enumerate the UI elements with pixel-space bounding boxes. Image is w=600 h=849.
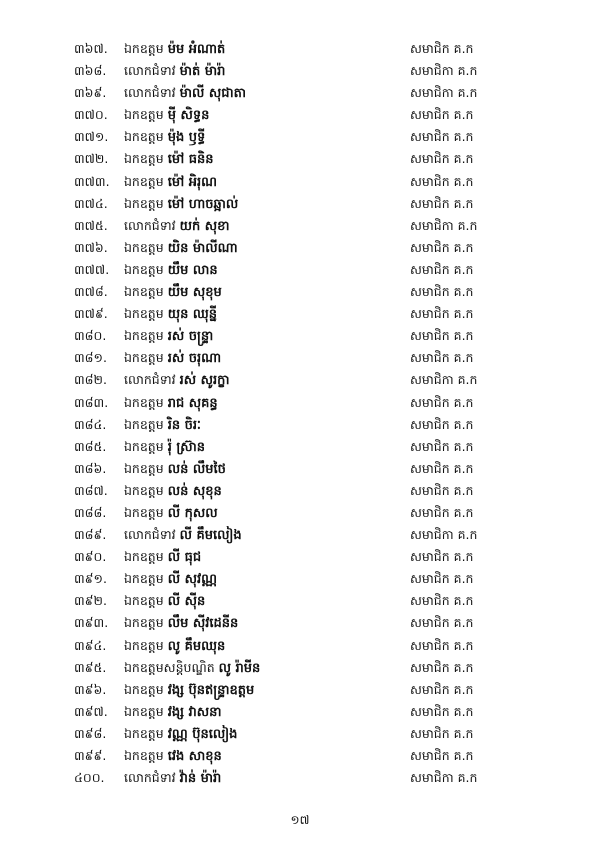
item-number: ៣៧៤. bbox=[74, 195, 108, 211]
member-name: ម៉ៅ ធនិន bbox=[167, 152, 214, 168]
member-role: សមាជិកា គ.ក bbox=[410, 85, 478, 101]
item-number: ៣៨០. bbox=[74, 328, 107, 344]
member-role: សមាជិក គ.ក bbox=[410, 306, 474, 322]
member-name: លឹម ស៊ីវដេនីន bbox=[167, 616, 239, 632]
item-honorific bbox=[124, 502, 218, 525]
member-role: សមាជិក គ.ក bbox=[410, 460, 474, 476]
member-name: លី ស៊ីន bbox=[167, 594, 206, 610]
honorific-text: ឯកឧត្តម bbox=[124, 129, 164, 145]
item-honorific bbox=[124, 325, 213, 348]
member-name: រស់ ចន្ទ្រា bbox=[167, 329, 214, 345]
member-name: លី គឹមលៀង bbox=[179, 528, 242, 544]
item-honorific bbox=[124, 104, 209, 127]
honorific-text: លោកជំទាវ bbox=[124, 85, 176, 101]
item-honorific bbox=[124, 745, 222, 768]
member-name: យឹម លាន bbox=[167, 262, 218, 278]
item-number: ៣៩៣. bbox=[74, 615, 109, 631]
honorific-text: ឯកឧត្តម bbox=[124, 549, 164, 565]
member-name: លន់ លឹមថៃ bbox=[167, 461, 226, 477]
item-honorific bbox=[124, 171, 217, 194]
honorific-text: ឯកឧត្តម bbox=[124, 151, 164, 167]
member-name: លូ គឹមឈុន bbox=[167, 638, 226, 654]
item-number: ៣៨៩. bbox=[74, 527, 107, 543]
list-item bbox=[0, 369, 600, 391]
member-name: ម៉ាត់ ម៉ារ៉ា bbox=[179, 64, 226, 80]
member-role: សមាជិកា គ.ក bbox=[410, 372, 478, 388]
member-role: សមាជិក គ.ក bbox=[410, 615, 474, 631]
item-honorific bbox=[124, 723, 237, 746]
list-item bbox=[0, 590, 600, 612]
member-role: សមាជិក គ.ក bbox=[410, 195, 474, 211]
item-number: ៣៧០. bbox=[74, 107, 108, 123]
honorific-text: ឯកឧត្តម bbox=[124, 416, 164, 432]
item-honorific bbox=[124, 701, 221, 724]
item-number: ៣៦៧. bbox=[74, 41, 108, 56]
honorific-text: ឯកឧត្តម bbox=[124, 637, 164, 653]
item-number: ៣៨៦. bbox=[74, 460, 107, 476]
item-honorific bbox=[124, 546, 201, 569]
item-number: ៣៨៤. bbox=[74, 416, 107, 432]
member-name: លន់ សុខុន bbox=[167, 483, 222, 499]
item-honorific bbox=[124, 60, 225, 83]
list-item bbox=[0, 723, 600, 745]
item-number: ៣៩៦. bbox=[74, 681, 107, 697]
member-role: សមាជិក គ.ក bbox=[410, 438, 474, 454]
honorific-text: ឯកឧត្តម bbox=[124, 107, 164, 123]
member-role: សមាជិក គ.ក bbox=[410, 703, 474, 719]
item-number: ៣៨១. bbox=[74, 350, 107, 366]
item-honorific bbox=[124, 436, 205, 459]
item-number: ៣៧៦. bbox=[74, 239, 108, 255]
member-role: សមាជិក គ.ក bbox=[410, 350, 474, 366]
item-honorific bbox=[124, 126, 205, 149]
item-number: ៣៩៤. bbox=[74, 637, 107, 653]
member-name: ម៉ី សិទ្ធន bbox=[167, 108, 210, 124]
list-item bbox=[0, 281, 600, 303]
honorific-text: ឯកឧត្តម bbox=[124, 438, 164, 454]
item-honorific bbox=[124, 148, 213, 171]
honorific-text: ឯកឧត្តម bbox=[124, 394, 164, 410]
member-name: វង្ស វាសនា bbox=[167, 704, 222, 720]
honorific-text: លោកជំទាវ bbox=[124, 63, 176, 79]
item-honorific bbox=[124, 82, 246, 105]
honorific-text: ឯកឧត្តម bbox=[124, 284, 164, 300]
member-role: សមាជិក គ.ក bbox=[410, 41, 474, 56]
item-number: ៣៧៣. bbox=[74, 173, 110, 189]
page-number: ១៧ bbox=[290, 813, 310, 827]
list-item bbox=[0, 237, 600, 259]
member-role: សមាជិក គ.ក bbox=[410, 328, 474, 344]
honorific-text: ឯកឧត្តម bbox=[124, 350, 164, 366]
member-name: ម៉ុង ឫទ្ធី bbox=[167, 130, 206, 146]
item-number: ៣៦៨. bbox=[74, 63, 107, 79]
item-number: ៣៧៥. bbox=[74, 217, 108, 233]
list-item bbox=[0, 38, 600, 60]
member-name: រស់ សូរក្ខា bbox=[179, 373, 230, 389]
item-honorific bbox=[124, 259, 218, 282]
member-role: សមាជិក គ.ក bbox=[410, 593, 474, 609]
honorific-text: ឯកឧត្តម bbox=[124, 703, 164, 719]
honorific-text: លោកជំទាវ bbox=[124, 372, 176, 388]
list-item bbox=[0, 745, 600, 767]
item-honorific bbox=[124, 193, 238, 216]
honorific-text: ឯកឧត្តម bbox=[124, 41, 164, 56]
item-number: ៣៧១. bbox=[74, 129, 109, 145]
member-name: វេង សាខុន bbox=[167, 749, 222, 764]
member-role: សមាជិកា គ.ក bbox=[410, 63, 478, 79]
member-name: ម៉ាលី សុជាតា bbox=[179, 86, 246, 102]
item-honorific bbox=[124, 568, 217, 591]
item-honorific bbox=[124, 281, 222, 304]
list-item bbox=[0, 546, 600, 568]
item-number: ៣៩១. bbox=[74, 571, 107, 587]
list-item bbox=[0, 612, 600, 634]
honorific-text: ឯកឧត្តម bbox=[124, 173, 164, 189]
member-role: សមាជិក គ.ក bbox=[410, 482, 474, 498]
item-honorific bbox=[124, 679, 254, 702]
item-honorific bbox=[124, 524, 242, 547]
member-name: វណ្ណ ប៊ុនលៀង bbox=[167, 726, 238, 742]
honorific-text: ឯកឧត្តម bbox=[124, 725, 164, 741]
item-number: ៤០០. bbox=[74, 770, 105, 786]
member-role: សមាជិកា គ.ក bbox=[410, 770, 478, 786]
honorific-text: ឯកឧត្តម bbox=[124, 681, 164, 697]
member-name: ម៉ៅ ហាចឆ្អាល់ bbox=[167, 196, 239, 212]
list-item bbox=[0, 303, 600, 325]
item-honorific bbox=[124, 38, 225, 61]
member-role: សមាជិក គ.ក bbox=[410, 394, 474, 410]
list-item bbox=[0, 767, 600, 789]
honorific-text: ឯកឧត្តម bbox=[124, 195, 164, 211]
list-item bbox=[0, 701, 600, 723]
list-item bbox=[0, 392, 600, 414]
honorific-text: ឯកឧត្តម bbox=[124, 328, 164, 344]
item-number: ៣៩៨. bbox=[74, 725, 107, 741]
item-number: ៣៩៩. bbox=[74, 748, 107, 763]
member-role: សមាជិក គ.ក bbox=[410, 637, 474, 653]
member-list bbox=[0, 38, 600, 789]
item-number: ៣៨៨. bbox=[74, 504, 107, 520]
member-name: រិន ចិរៈ bbox=[167, 417, 201, 433]
member-role: សមាជិក គ.ក bbox=[410, 261, 474, 277]
member-name: លី កុសល bbox=[167, 505, 218, 521]
honorific-text: ឯកឧត្តម bbox=[124, 239, 164, 255]
member-role: សមាជិក គ.ក bbox=[410, 681, 474, 697]
member-role: សមាជិក គ.ក bbox=[410, 284, 474, 300]
list-item bbox=[0, 126, 600, 148]
list-item bbox=[0, 347, 600, 369]
item-honorific bbox=[124, 590, 205, 613]
honorific-text: ឯកឧត្តម bbox=[124, 460, 164, 476]
item-honorific bbox=[124, 480, 222, 503]
item-number: ៣៩៥. bbox=[74, 659, 107, 675]
honorific-text: ឯកឧត្តម bbox=[124, 261, 164, 277]
item-number: ៣៧២. bbox=[74, 151, 109, 167]
member-name: លី សុវណ្ណ bbox=[167, 572, 217, 588]
member-name: រស់ ចរុណា bbox=[167, 351, 222, 367]
item-honorific bbox=[124, 237, 238, 260]
item-number: ៣៧៩. bbox=[74, 306, 108, 322]
member-role: សមាជិក គ.ក bbox=[410, 416, 474, 432]
item-number: ៣៨២. bbox=[74, 372, 107, 388]
member-role: សមាជិក គ.ក bbox=[410, 571, 474, 587]
honorific-text: ឯកឧត្តម bbox=[124, 482, 164, 498]
member-role: សមាជិក គ.ក bbox=[410, 659, 474, 675]
list-item bbox=[0, 657, 600, 679]
member-name: លី ធុជ bbox=[167, 550, 202, 566]
member-role: សមាជិក គ.ក bbox=[410, 549, 474, 565]
member-name: យក់ សុខា bbox=[179, 218, 230, 234]
honorific-text: ឯកឧត្តម bbox=[124, 504, 164, 520]
honorific-text: ឯកឧត្តម bbox=[124, 593, 164, 609]
member-name: លូ រ៉ាមីន bbox=[218, 660, 261, 676]
list-item bbox=[0, 193, 600, 215]
item-number: ៣៩៧. bbox=[74, 703, 108, 719]
item-number: ៣៧៨. bbox=[74, 284, 108, 300]
list-item bbox=[0, 82, 600, 104]
item-number: ៣៦៩. bbox=[74, 85, 107, 101]
list-item bbox=[0, 480, 600, 502]
item-honorific bbox=[124, 392, 218, 415]
member-name: វង្ស ប៊ុនឥន្ទ្រាឧត្តម bbox=[167, 682, 255, 698]
member-name: រ៉ុ ស្រ៊ាន bbox=[167, 439, 205, 455]
item-number: ៣៩២. bbox=[74, 593, 107, 609]
list-item bbox=[0, 148, 600, 170]
member-role: សមាជិក គ.ក bbox=[410, 504, 474, 520]
member-role: សមាជិក គ.ក bbox=[410, 151, 474, 167]
item-honorific bbox=[124, 612, 238, 635]
item-honorific bbox=[124, 303, 217, 326]
honorific-text: លោកជំទាវ bbox=[124, 217, 176, 233]
honorific-text: លោកជំទាវ bbox=[124, 770, 176, 786]
list-item bbox=[0, 414, 600, 436]
member-role: សមាជិក គ.ក bbox=[410, 107, 474, 123]
member-role: សមាជិក គ.ក bbox=[410, 173, 474, 189]
item-honorific bbox=[124, 414, 201, 437]
member-role: សមាជិក គ.ក bbox=[410, 239, 474, 255]
list-item bbox=[0, 259, 600, 281]
honorific-text: ឯកឧត្តមសន្តិបណ្ឌិត bbox=[124, 659, 215, 675]
list-item bbox=[0, 524, 600, 546]
item-honorific bbox=[124, 458, 226, 481]
list-item bbox=[0, 502, 600, 524]
list-item bbox=[0, 325, 600, 347]
item-number: ៣៩០. bbox=[74, 549, 107, 565]
member-name: រាជ សុគន្ធ bbox=[167, 395, 218, 411]
item-honorific bbox=[124, 767, 221, 790]
member-role: សមាជិក គ.ក bbox=[410, 129, 474, 145]
list-item bbox=[0, 104, 600, 126]
member-role: សមាជិក គ.ក bbox=[410, 748, 474, 763]
item-honorific bbox=[124, 635, 225, 658]
honorific-text: ឯកឧត្តម bbox=[124, 748, 164, 763]
list-item bbox=[0, 60, 600, 82]
item-honorific bbox=[124, 369, 230, 392]
honorific-text: លោកជំទាវ bbox=[124, 527, 176, 543]
honorific-text: ឯកឧត្តម bbox=[124, 615, 164, 631]
member-role: សមាជិកា គ.ក bbox=[410, 527, 478, 543]
member-name: យឹម សុខុម bbox=[167, 285, 222, 301]
list-item bbox=[0, 568, 600, 590]
honorific-text: ឯកឧត្តម bbox=[124, 571, 164, 587]
item-honorific bbox=[124, 347, 221, 370]
member-name: ម៉ម អំណាត់ bbox=[167, 42, 226, 57]
list-item bbox=[0, 171, 600, 193]
list-item bbox=[0, 458, 600, 480]
honorific-text: ឯកឧត្តម bbox=[124, 306, 164, 322]
member-name: ម៉ៅ អិរុណ bbox=[167, 174, 217, 190]
list-item bbox=[0, 679, 600, 701]
item-honorific bbox=[124, 215, 230, 238]
member-name: វ៉ាន់ ម៉ារ៉ា bbox=[179, 771, 222, 787]
list-item bbox=[0, 215, 600, 237]
item-number: ៣៨៣. bbox=[74, 394, 109, 410]
item-number: ៣៨៧. bbox=[74, 482, 108, 498]
list-item bbox=[0, 436, 600, 458]
item-honorific bbox=[124, 657, 260, 680]
member-role: សមាជិក គ.ក bbox=[410, 725, 474, 741]
member-name: យុន ឈុន្នី bbox=[167, 307, 217, 323]
list-item bbox=[0, 635, 600, 657]
member-name: យិន ម៉ាលីណា bbox=[167, 240, 238, 256]
member-role: សមាជិកា គ.ក bbox=[410, 217, 478, 233]
item-number: ៣៨៥. bbox=[74, 438, 107, 454]
item-number: ៣៧៧. bbox=[74, 261, 110, 277]
